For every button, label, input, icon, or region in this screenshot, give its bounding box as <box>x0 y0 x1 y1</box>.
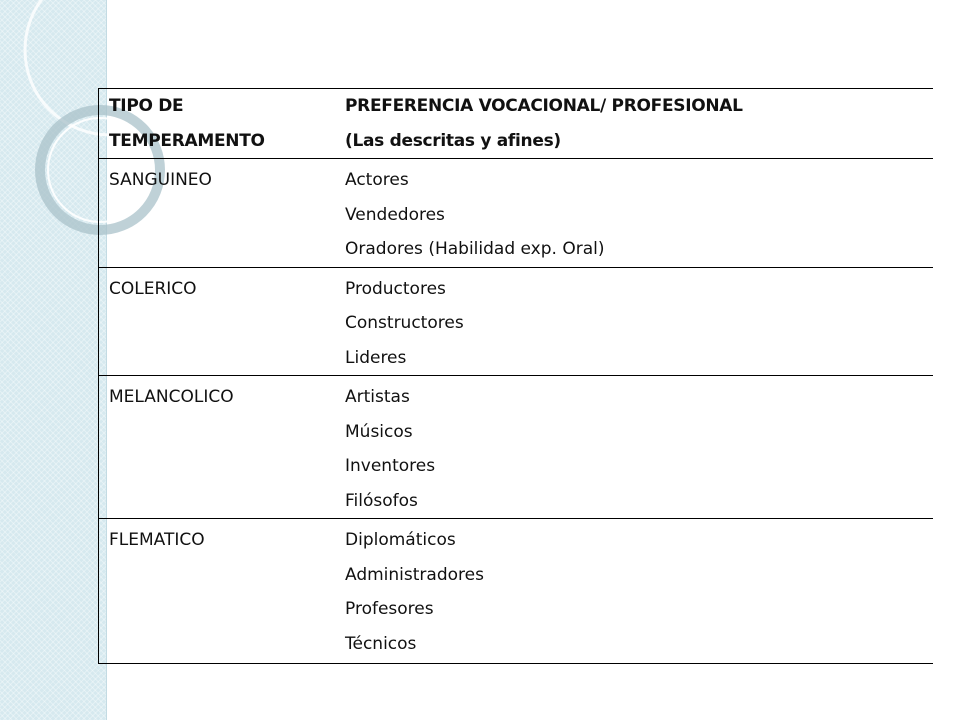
temperament-cell <box>99 519 335 664</box>
temperament-cell <box>99 159 335 268</box>
preference-item: Constructores <box>345 313 464 333</box>
temperament-cell <box>99 267 335 376</box>
temperament-label: MELANCOLICO <box>109 387 234 407</box>
table-row <box>99 376 933 519</box>
preference-item: Filósofos <box>345 490 418 511</box>
side-decoration-strip <box>0 0 107 720</box>
header-temperament-type <box>99 89 335 159</box>
temperament-label: FLEMATICO <box>109 530 205 550</box>
preference-cell <box>335 267 933 376</box>
preference-item: Oradores (Habilidad exp. Oral) <box>345 239 605 259</box>
header-col1-label: TIPO DE TEMPERAMENTO <box>109 96 265 151</box>
preference-item: Lideres <box>345 347 407 368</box>
temperament-table-container <box>98 88 933 664</box>
preference-item: Músicos <box>345 421 413 442</box>
header-vocational-preference <box>335 89 933 159</box>
table-row <box>99 159 933 268</box>
table-row <box>99 267 933 376</box>
preference-item: Técnicos <box>345 633 417 654</box>
temperament-cell <box>99 376 335 519</box>
preference-item: Artistas <box>345 387 410 407</box>
preference-item: Administradores <box>345 564 484 585</box>
preference-cell <box>335 159 933 268</box>
header-col2-line1: PREFERENCIA VOCACIONAL/ PROFESIONAL <box>345 96 743 116</box>
preference-cell <box>335 376 933 519</box>
preference-item: Diplomáticos <box>345 530 456 550</box>
preference-item: Vendedores <box>345 204 445 225</box>
preference-item: Productores <box>345 278 446 299</box>
preference-cell <box>335 519 933 664</box>
preference-item: Actores <box>345 170 409 190</box>
preference-item: Inventores <box>345 456 436 476</box>
temperament-label: COLERICO <box>109 278 197 299</box>
temperament-table <box>99 89 933 663</box>
table-row <box>99 519 933 664</box>
temperament-label: SANGUINEO <box>109 170 212 190</box>
table-header-row <box>99 89 933 159</box>
preference-item: Profesores <box>345 599 434 619</box>
header-col2-line2: (Las descritas y afines) <box>345 130 561 151</box>
